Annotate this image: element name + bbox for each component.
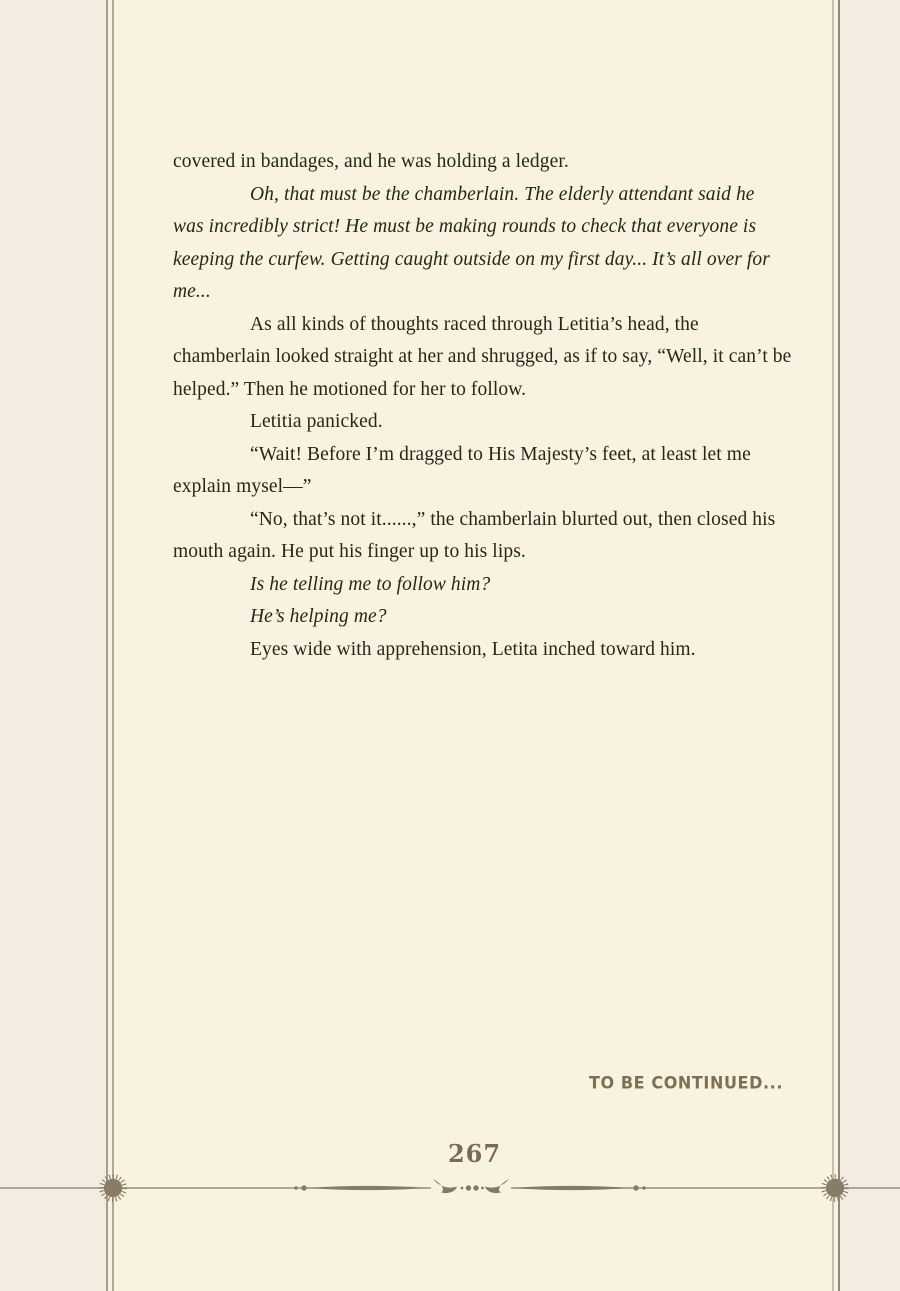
text-line: helped.” Then he motioned for her to follow.	[173, 378, 527, 400]
text-line: keeping the curfew. Getting caught outside on my first day... It’s all over for	[173, 248, 770, 270]
text-line: covered in bandages, and he was holding a ledger.	[173, 151, 569, 172]
right-page-border-line-inner	[832, 0, 834, 1291]
left-page-border-line-outer	[106, 0, 108, 1291]
text-line: Eyes wide with apprehension, Letita inched toward him.	[250, 638, 696, 660]
page-number: 267	[447, 1139, 502, 1168]
right-page-margin	[840, 0, 900, 1291]
text-line: “Wait! Before I’m dragged to His Majesty’s feet, at least let me	[250, 443, 751, 465]
text-line: explain mysel—”	[173, 476, 312, 497]
left-page-border-line-inner	[112, 0, 114, 1291]
divider-flourish-icon	[0, 1166, 900, 1210]
text-line: was incredibly strict! He must be making rounds to check that everyone is	[173, 216, 757, 237]
text-line: Is he telling me to follow him?	[250, 573, 491, 595]
text-line: Letitia panicked.	[250, 411, 383, 432]
story-text-block	[173, 146, 813, 666]
text-line: As all kinds of thoughts raced through Letitia’s head, the	[250, 313, 699, 335]
text-line: chamberlain looked straight at her and shrugged, as if to say, “Well, it can’t be	[173, 346, 792, 367]
text-line: Oh, that must be the chamberlain. The elderly attendant said he	[250, 183, 755, 205]
starburst-left-icon	[101, 1176, 124, 1199]
text-line: “No, that’s not it......,” the chamberlain blurted out, then closed his	[250, 508, 776, 530]
text-line: mouth again. He put his finger up to his lips.	[173, 541, 526, 562]
right-page-border-line-outer	[838, 0, 840, 1291]
to-be-continued-label: TO BE CONTINUED...	[588, 1073, 783, 1093]
text-line: He’s helping me?	[250, 606, 387, 627]
starburst-right-icon	[823, 1176, 846, 1199]
text-line: me...	[173, 281, 211, 302]
left-page-margin	[0, 0, 106, 1291]
